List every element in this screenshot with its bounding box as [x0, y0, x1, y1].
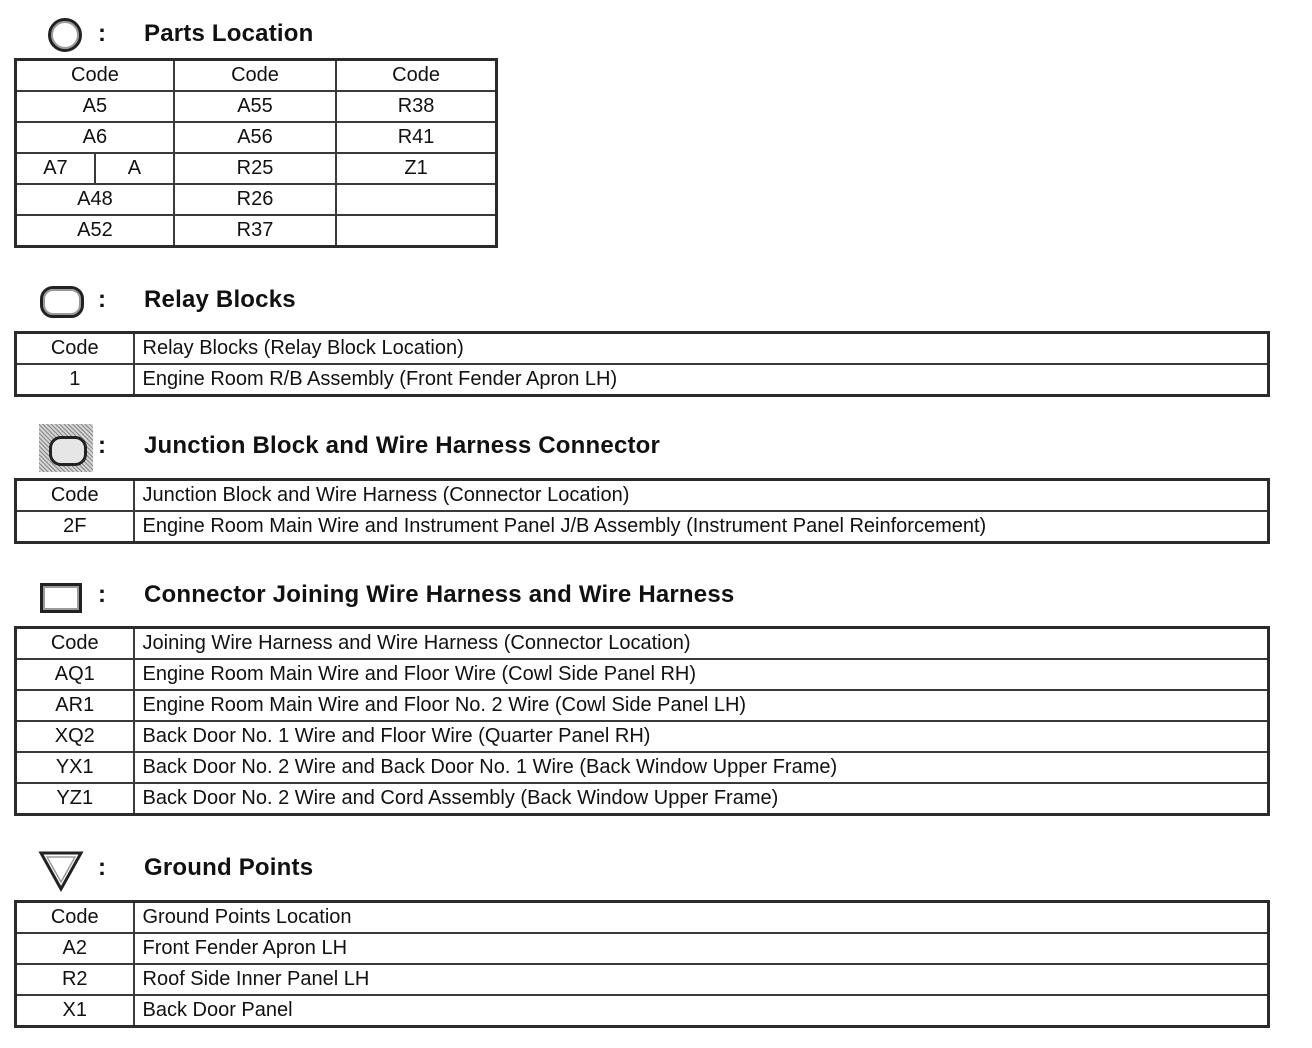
code-cell: Z1 — [336, 153, 496, 184]
junction-block-table — [14, 478, 1270, 544]
code-cell: AR1 — [16, 690, 134, 721]
code-cell: A5 — [16, 91, 174, 122]
triangle-down-icon — [36, 846, 96, 890]
code-cell: A2 — [16, 933, 134, 964]
table-row — [16, 364, 1269, 396]
ground-points-table — [14, 900, 1270, 1028]
header-cell: Code — [16, 480, 134, 512]
table-row — [16, 153, 497, 184]
code-cell: A55 — [174, 91, 336, 122]
ground-points-title: Ground Points — [144, 854, 314, 881]
rectangle-icon — [36, 573, 96, 617]
relay-blocks-header — [36, 278, 296, 322]
table-row — [16, 752, 1269, 783]
table-row — [16, 783, 1269, 815]
parts-location-title: Parts Location — [144, 20, 314, 47]
junction-block-title: Junction Block and Wire Harness Connector — [144, 432, 661, 459]
table-row — [16, 933, 1269, 964]
code-cell — [336, 215, 496, 247]
code-cell: A6 — [16, 122, 174, 153]
code-cell: R38 — [336, 91, 496, 122]
relay-blocks-table — [14, 331, 1270, 397]
parts-location-header — [36, 12, 314, 56]
code-cell: AQ1 — [16, 659, 134, 690]
location-cell: Engine Room Main Wire and Floor Wire (Cowl Side Panel RH) — [134, 659, 1269, 690]
location-cell: Roof Side Inner Panel LH — [134, 964, 1269, 995]
circle-icon — [36, 12, 96, 56]
table-row — [16, 91, 497, 122]
table-row — [16, 511, 1269, 543]
table-row — [16, 215, 497, 247]
colon: : — [98, 854, 106, 881]
code-cell: YZ1 — [16, 783, 134, 815]
table-header-row — [16, 628, 1269, 660]
header-cell: Junction Block and Wire Harness (Connector Location) — [134, 480, 1269, 512]
connector-joining-title: Connector Joining Wire Harness and Wire Harness — [144, 581, 735, 608]
header-cell: Code — [16, 628, 134, 660]
connector-joining-table — [14, 626, 1270, 816]
split-code-cell — [16, 153, 174, 184]
oval-icon — [36, 278, 96, 322]
table-row — [16, 659, 1269, 690]
location-cell: Back Door No. 1 Wire and Floor Wire (Quarter Panel RH) — [134, 721, 1269, 752]
table-header-row — [16, 480, 1269, 512]
table-row — [16, 964, 1269, 995]
shaded-oval-icon — [36, 424, 96, 468]
header-cell: Joining Wire Harness and Wire Harness (Connector Location) — [134, 628, 1269, 660]
table-row — [16, 690, 1269, 721]
parts-location-table — [14, 58, 498, 248]
location-cell: Engine Room Main Wire and Instrument Panel J/B Assembly (Instrument Panel Reinforcement) — [134, 511, 1269, 543]
relay-blocks-title: Relay Blocks — [144, 286, 296, 313]
code-cell — [336, 184, 496, 215]
location-cell: Back Door Panel — [134, 995, 1269, 1027]
location-cell: Front Fender Apron LH — [134, 933, 1269, 964]
code-cell: A48 — [16, 184, 174, 215]
header-cell: Code — [16, 60, 174, 92]
code-cell: R26 — [174, 184, 336, 215]
location-cell: Back Door No. 2 Wire and Back Door No. 1 Wire (Back Window Upper Frame) — [134, 752, 1269, 783]
location-cell: Engine Room R/B Assembly (Front Fender Apron LH) — [134, 364, 1269, 396]
header-cell: Code — [16, 333, 134, 365]
code-cell: R41 — [336, 122, 496, 153]
colon: : — [98, 20, 106, 47]
code-cell: R37 — [174, 215, 336, 247]
table-header-row — [16, 60, 497, 92]
header-cell: Code — [336, 60, 496, 92]
code-cell: X1 — [16, 995, 134, 1027]
header-cell: Code — [16, 902, 134, 934]
header-cell: Relay Blocks (Relay Block Location) — [134, 333, 1269, 365]
colon: : — [98, 581, 106, 608]
connector-joining-header — [36, 573, 734, 617]
code-cell: 1 — [16, 364, 134, 396]
code-cell: A52 — [16, 215, 174, 247]
code-sub-cell: A — [127, 157, 142, 179]
table-row — [16, 721, 1269, 752]
table-header-row — [16, 333, 1269, 365]
junction-block-header — [36, 424, 660, 468]
table-header-row — [16, 902, 1269, 934]
ground-points-header — [36, 846, 313, 890]
table-row — [16, 122, 497, 153]
header-cell: Code — [174, 60, 336, 92]
code-cell: YX1 — [16, 752, 134, 783]
location-cell: Engine Room Main Wire and Floor No. 2 Wire (Cowl Side Panel LH) — [134, 690, 1269, 721]
code-cell: R25 — [174, 153, 336, 184]
table-row — [16, 995, 1269, 1027]
colon: : — [98, 432, 106, 459]
header-cell: Ground Points Location — [134, 902, 1269, 934]
code-cell: A7 — [17, 154, 96, 183]
table-row — [16, 184, 497, 215]
code-cell: A56 — [174, 122, 336, 153]
location-cell: Back Door No. 2 Wire and Cord Assembly (Back Window Upper Frame) — [134, 783, 1269, 815]
code-cell: XQ2 — [16, 721, 134, 752]
colon: : — [98, 286, 106, 313]
code-cell: 2F — [16, 511, 134, 543]
code-cell: R2 — [16, 964, 134, 995]
